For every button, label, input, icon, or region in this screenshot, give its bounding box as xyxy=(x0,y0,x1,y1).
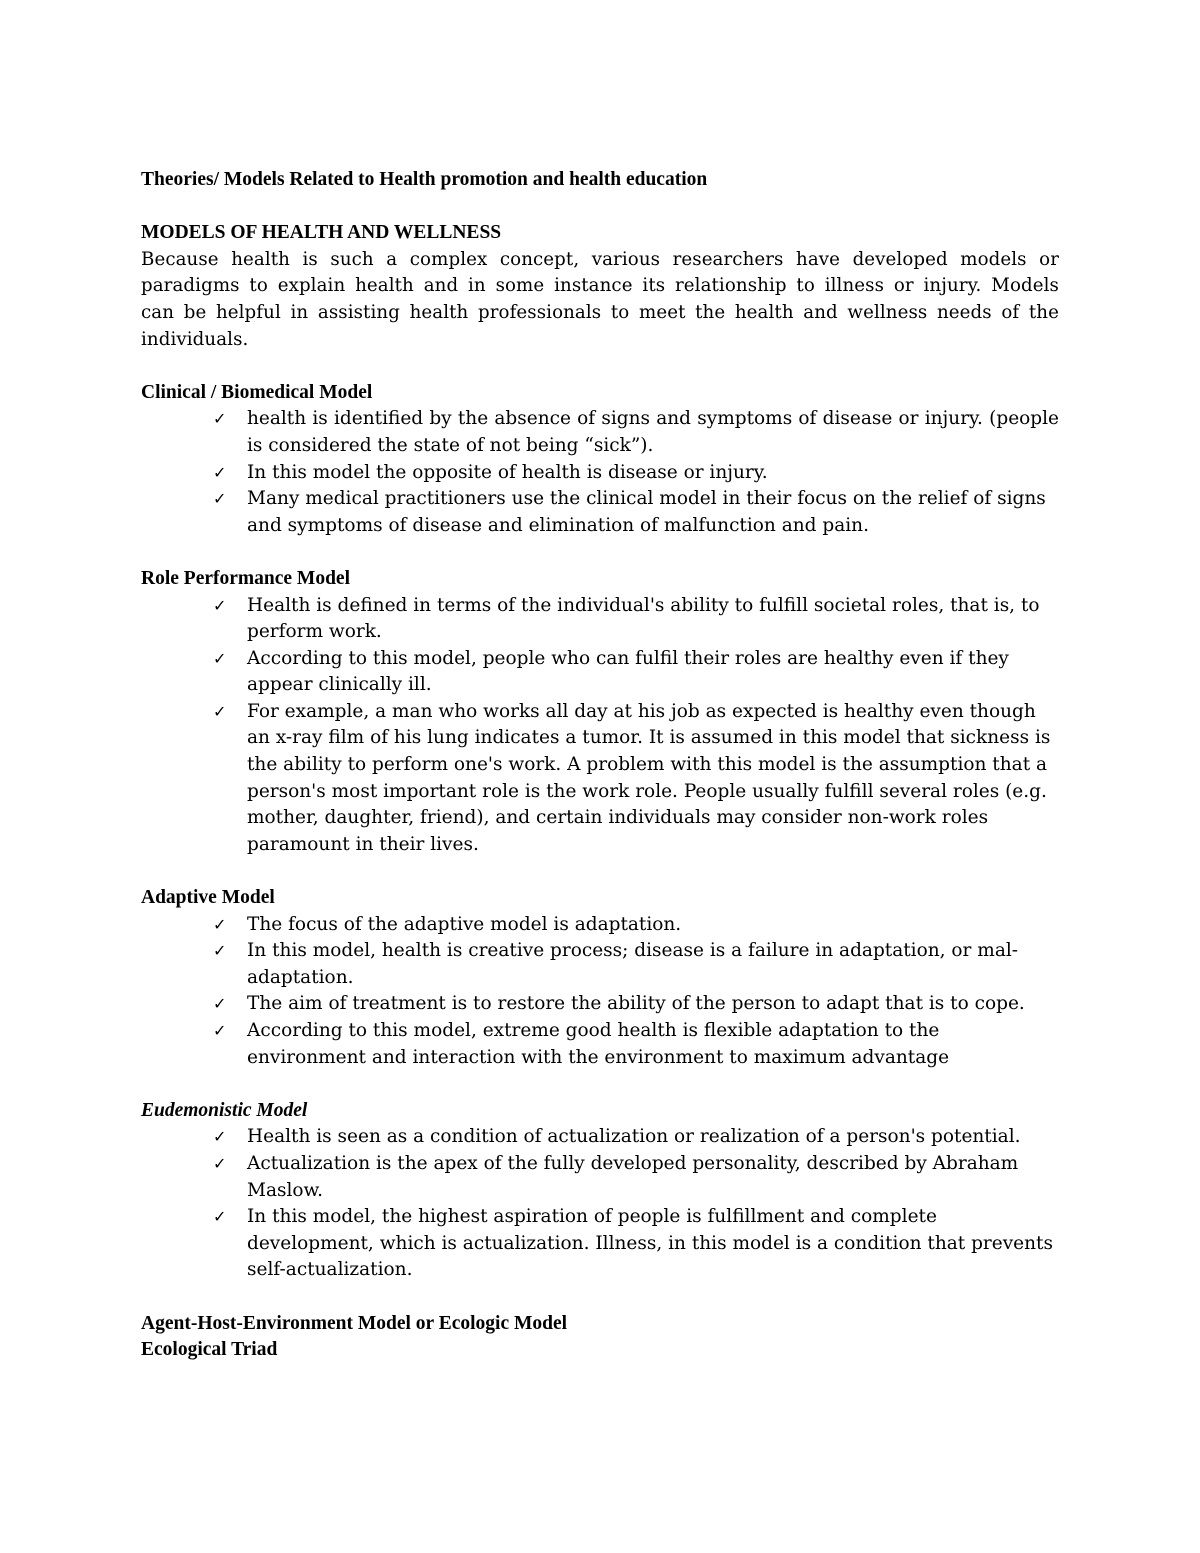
checkmark-icon: ✓ xyxy=(213,489,227,509)
list-item-text: Health is defined in terms of the individual's ability to fulfill societal roles, that is, to perform work. xyxy=(247,594,1040,643)
list-item xyxy=(141,938,1059,991)
spacer xyxy=(141,1284,1059,1311)
clinical-model-list xyxy=(141,406,1059,539)
role-model-heading: Role Performance Model xyxy=(141,567,350,589)
checkmark-icon: ✓ xyxy=(213,1021,227,1040)
eudemonistic-model-heading: Eudemonistic Model xyxy=(141,1099,308,1121)
list-item-text: In this model the opposite of health is disease or injury. xyxy=(247,461,768,483)
checkmark-icon: ✓ xyxy=(213,1127,227,1147)
spacer xyxy=(141,539,1059,566)
adaptive-model-heading: Adaptive Model xyxy=(141,887,275,909)
list-item xyxy=(141,912,1059,939)
list-item-text: Many medical practitioners use the clinical model in their focus on the relief of signs and symptoms of disease and elimination of malfunction and pain. xyxy=(247,488,1046,536)
list-item-text: The focus of the adaptive model is adaptation. xyxy=(247,913,682,935)
list-item-text: The aim of treatment is to restore the ability of the person to adapt that is to cope. xyxy=(247,993,1025,1015)
adaptive-model-list xyxy=(141,912,1059,1072)
list-item-text: health is identified by the absence of signs and symptoms of disease or injury. (people is considered the state of not being “sick”). xyxy=(247,408,1059,456)
spacer xyxy=(141,858,1059,885)
list-item xyxy=(141,1124,1059,1151)
checkmark-icon: ✓ xyxy=(213,994,227,1014)
list-item xyxy=(141,991,1059,1018)
list-item xyxy=(141,646,1059,699)
list-item-text: Health is seen as a condition of actualization or realization of a person's potential. xyxy=(247,1126,1021,1148)
list-item xyxy=(141,1018,1059,1071)
list-item-text: In this model, the highest aspiration of people is fulfillment and complete development, which is actualization. Illness, in this model is a condition that prevents self-actualization. xyxy=(247,1206,1053,1281)
list-item xyxy=(141,1151,1059,1204)
list-item xyxy=(141,460,1059,487)
checkmark-icon: ✓ xyxy=(213,409,227,429)
document-title: Theories/ Models Related to Health promotion and health education xyxy=(141,169,708,190)
clinical-model-heading: Clinical / Biomedical Model xyxy=(141,381,373,403)
list-item xyxy=(141,1204,1059,1284)
checkmark-icon: ✓ xyxy=(213,648,227,668)
checkmark-icon: ✓ xyxy=(213,914,227,934)
eudemonistic-model-list xyxy=(141,1124,1059,1284)
spacer xyxy=(141,353,1059,380)
checkmark-icon: ✓ xyxy=(213,595,227,615)
section-heading-models: MODELS OF HEALTH AND WELLNESS xyxy=(141,222,502,244)
list-item-text: According to this model, extreme good health is flexible adaptation to the environment and interaction with the environment to maximum advantage xyxy=(247,1020,950,1068)
list-item xyxy=(141,699,1059,859)
checkmark-icon: ✓ xyxy=(213,701,227,721)
checkmark-icon: ✓ xyxy=(213,1207,227,1227)
spacer xyxy=(141,194,1059,221)
list-item-text: Actualization is the apex of the fully developed personality, described by Abraham Maslow. xyxy=(247,1152,1019,1201)
list-item-text: For example, a man who works all day at his job as expected is healthy even though an x-ray film of his lung indicates a tumor. It is assumed in this model that sickness is the ability to perform one's work. A problem with this model is the assumption that a person's most important role is the work role. People usually fulfill several roles (e.g. mother, daughter, friend), and certain individuals may consider non-work roles paramount in their lives. xyxy=(247,700,1051,855)
list-item xyxy=(141,593,1059,646)
checkmark-icon: ✓ xyxy=(213,462,227,482)
list-item-text: According to this model, people who can fulfil their roles are healthy even if they appear clinically ill. xyxy=(247,647,1009,696)
ecologic-model-heading: Agent-Host-Environment Model or Ecologic Model xyxy=(141,1312,568,1334)
document-page xyxy=(141,167,1059,1364)
list-item xyxy=(141,486,1059,539)
checkmark-icon: ✓ xyxy=(213,1153,227,1173)
list-item-text: In this model, health is creative process; disease is a failure in adaptation, or mal-adaptation. xyxy=(247,940,1019,988)
checkmark-icon: ✓ xyxy=(213,941,227,961)
list-item xyxy=(141,406,1059,459)
intro-paragraph: Because health is such a complex concept, various researchers have developed models or paradigms to explain health and in some instance its relationship to illness or injury. Models can be helpful in assisting health professionals to meet the health and wellness needs of the individuals. xyxy=(141,248,1059,350)
ecological-triad-heading: Ecological Triad xyxy=(141,1339,278,1361)
role-model-list xyxy=(141,593,1059,859)
spacer xyxy=(141,1071,1059,1098)
